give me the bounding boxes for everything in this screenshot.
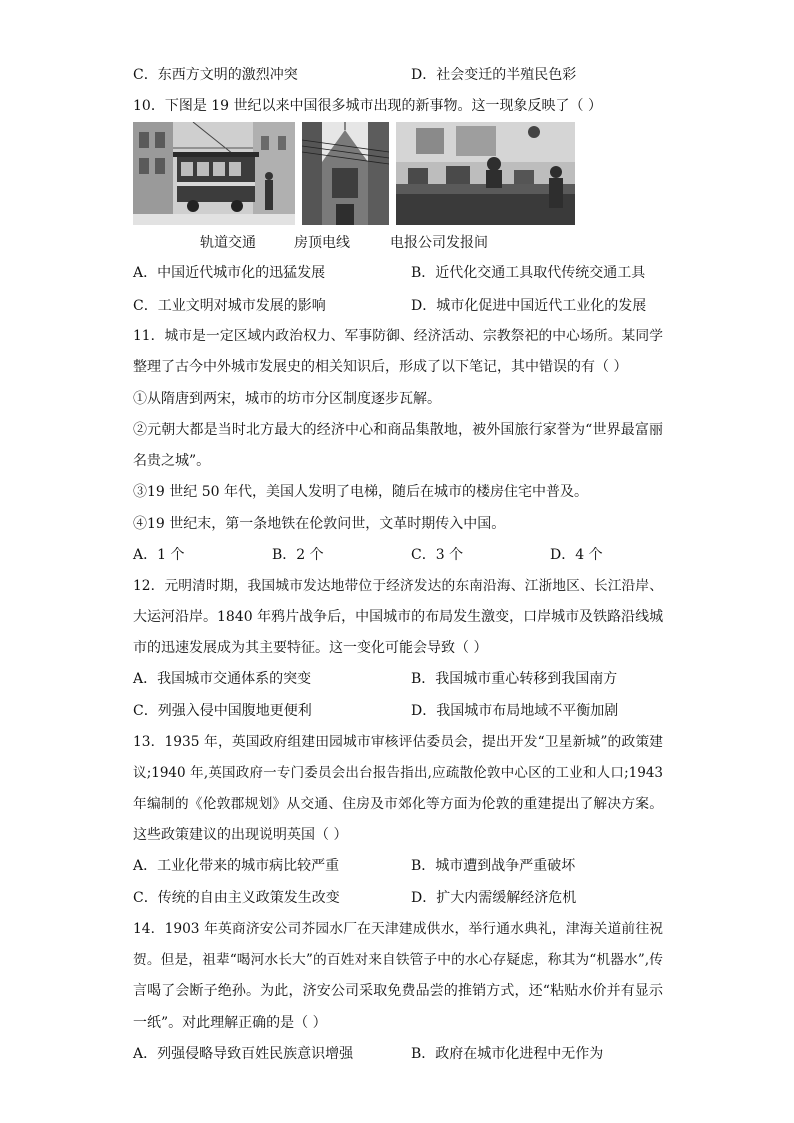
tram-photo [133,122,295,225]
q14-option-b[interactable]: B．政府在城市化进程中无作为 [411,1046,604,1062]
q13-option-b[interactable]: B．城市遭到战争严重破坏 [411,858,576,874]
q11-stem-line-2: 整理了古今中外城市发展史的相关知识后，形成了以下笔记，其中错误的有（ ） [133,359,628,375]
q10-option-b[interactable]: B．近代化交通工具取代传统交通工具 [411,265,646,281]
q10-stem: 10．下图是 19 世纪以来中国很多城市出现的新事物。这一现象反映了（ ） [133,98,602,114]
q11-option-c[interactable]: C．3 个 [411,547,464,563]
rooftop-wires-photo [302,122,389,225]
q11-note-2-line-1: ②元朝大都是当时北方最大的经济中心和商品集散地，被外国旅行家誉为“世界最富丽 [133,422,663,438]
q13-option-d[interactable]: D．扩大内需缓解经济危机 [411,890,577,906]
q11-option-a[interactable]: A．1 个 [133,547,185,563]
q10-option-c[interactable]: C．工业文明对城市发展的影响 [133,298,326,314]
caption-rooftop-wires: 房顶电线 [294,235,350,251]
q13-stem-line-3: 年编制的《伦敦郡规划》从交通、住房及市郊化等方面为伦敦的重建提出了解决方案。 [133,796,663,812]
q12-option-d[interactable]: D．我国城市布局地域不平衡加剧 [411,703,619,719]
q11-stem-line-1: 11．城市是一定区域内政治权力、军事防御、经济活动、宗教祭祀的中心场所。某同学 [133,328,663,344]
q12-option-b[interactable]: B．我国城市重心转移到我国南方 [411,671,618,687]
q14-option-a[interactable]: A．列强侵略导致百姓民族意识增强 [133,1046,354,1062]
caption-telegraph-office: 电报公司发报间 [390,235,488,251]
telegraph-office-photo [396,122,575,225]
q11-note-3: ③19 世纪 50 年代，美国人发明了电梯，随后在城市的楼房住宅中普及。 [133,484,588,500]
q14-stem-line-1: 14．1903 年英商济安公司芥园水厂在天津建成供水，举行通水典礼，津海关道前往祝 [133,921,663,937]
q14-stem-line-3: 言喝了会断子绝孙。为此，济安公司采取免费品尝的推销方式，还“粘贴水价并有显示 [133,983,663,999]
q9-option-c[interactable]: C．东西方文明的激烈冲突 [133,67,298,83]
q11-option-b[interactable]: B．2 个 [272,547,324,563]
q12-stem-line-1: 12．元明清时期，我国城市发达地带位于经济发达的东南沿海、江浙地区、长江沿岸、 [133,578,663,594]
caption-tram: 轨道交通 [200,235,256,251]
q13-option-a[interactable]: A．工业化带来的城市病比较严重 [133,858,340,874]
q12-option-a[interactable]: A．我国城市交通体系的突变 [133,671,312,687]
q12-stem-line-3: 市的迅速发展成为其主要特征。这一变化可能会导致（ ） [133,640,488,656]
q13-stem-line-2: 议;1940 年,英国政府一专门委员会出台报告指出,应疏散伦敦中心区的工业和人口;1943 [133,765,663,781]
q14-stem-line-2: 贺。但是，祖辈“喝河水长大”的百姓对来自铁管子中的水心存疑虑，称其为“机器水”,传 [133,952,663,968]
q10-option-d[interactable]: D．城市化促进中国近代工业化的发展 [411,298,647,314]
q13-stem-line-4: 这些政策建议的出现说明英国（ ） [133,827,348,843]
q11-note-4: ④19 世纪末，第一条地铁在伦敦问世，文革时期传入中国。 [133,516,506,532]
q14-stem-line-4: 一纸”。对此理解正确的是（ ） [133,1015,327,1031]
q11-note-1: ①从隋唐到两宋，城市的坊市分区制度逐步瓦解。 [133,391,441,407]
q12-stem-line-2: 大运河沿岸。1840 年鸦片战争后，中国城市的布局发生激变，口岸城市及铁路沿线城 [133,609,664,625]
q10-option-a[interactable]: A．中国近代城市化的迅猛发展 [133,265,326,281]
q11-note-2-line-2: 名贵之城”。 [133,453,211,469]
q13-stem-line-1: 13．1935 年，英国政府组建田园城市审核评估委员会，提出开发“卫星新城”的政策建 [133,734,663,750]
q13-option-c[interactable]: C．传统的自由主义政策发生改变 [133,890,340,906]
q11-option-d[interactable]: D．4 个 [550,547,603,563]
q9-option-d[interactable]: D．社会变迁的半殖民色彩 [411,67,577,83]
q12-option-c[interactable]: C．列强入侵中国腹地更便利 [133,703,312,719]
